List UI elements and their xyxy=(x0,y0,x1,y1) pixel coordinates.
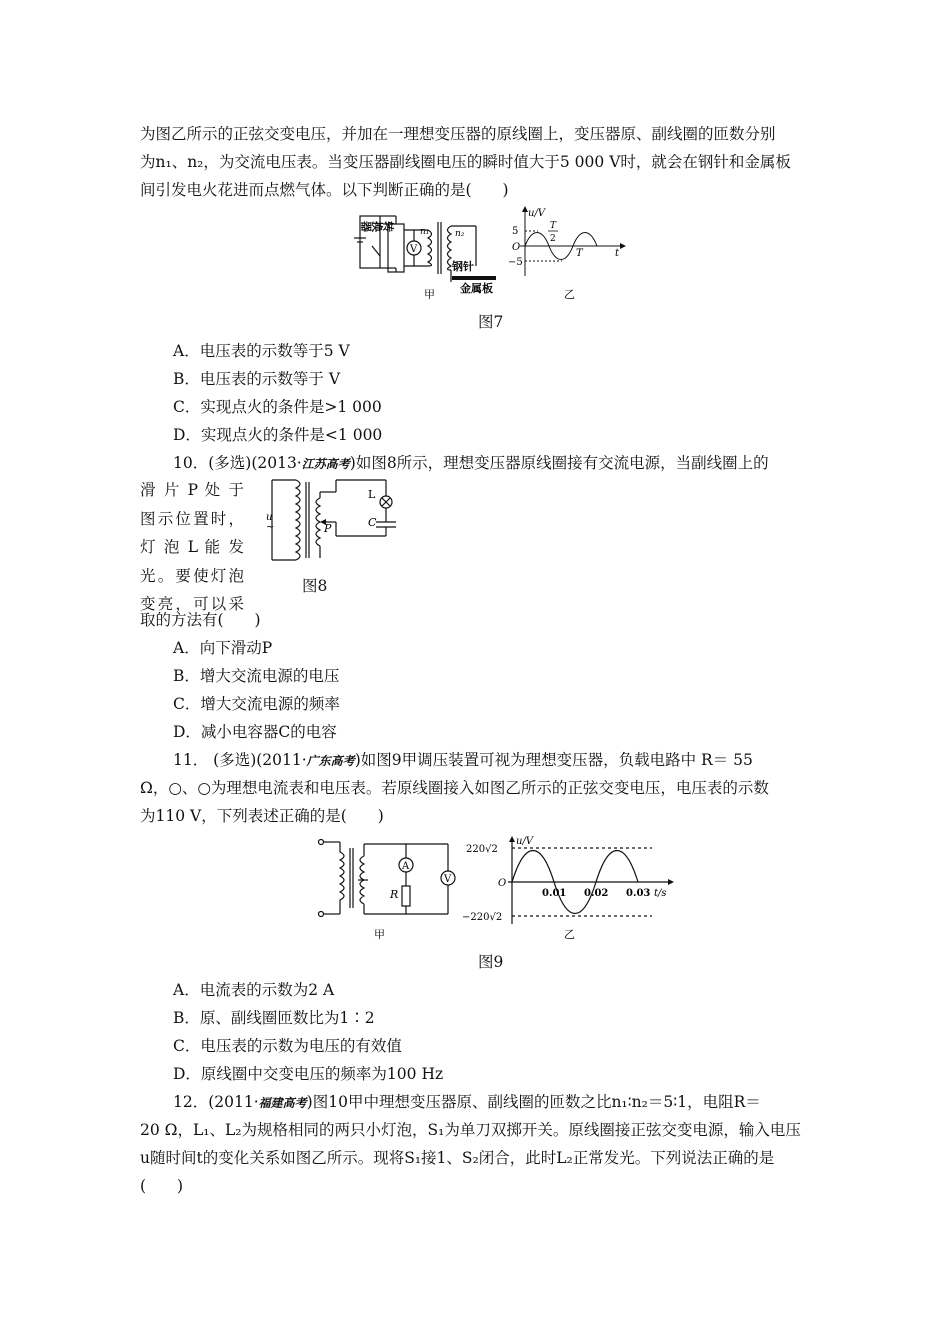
n2-label: n₂ xyxy=(455,229,465,239)
q11-stem-line1 xyxy=(173,746,753,775)
fig9-vmin: −220√2 xyxy=(462,912,503,923)
q12-stem-line4: ( ) xyxy=(140,1177,184,1195)
fig8-tilde: ~ xyxy=(266,522,275,533)
fig9-t1: 0.01 xyxy=(542,888,567,899)
q9-stem-line1: 为图乙所示的正弦交变电压，并加在一理想变压器的原线圈上，变压器原、副线圈的匝数分别 xyxy=(140,125,776,143)
fig9-vmax: 220√2 xyxy=(466,844,498,855)
fig9-t2: 0.02 xyxy=(584,888,609,899)
t-period-label: T xyxy=(576,248,583,259)
q11-option-c: C．电压表的示数为电压的有效值 xyxy=(173,1037,402,1055)
figure-9 xyxy=(312,834,684,944)
u-axis-label: u/V xyxy=(528,208,546,219)
voltmeter-label: V xyxy=(410,244,418,255)
q10-narrow-text xyxy=(140,476,244,619)
q10-last-line: 取的方法有( ) xyxy=(140,611,261,629)
q9-option-c: C．实现点火的条件是>1 000 xyxy=(173,398,382,416)
vm5-label: −5 xyxy=(508,257,523,268)
figure-9-caption: 图9 xyxy=(478,953,504,971)
figure-7 xyxy=(350,204,630,302)
fig9-jia: 甲 xyxy=(374,928,385,941)
q9-option-d: D．实现点火的条件是<1 000 xyxy=(173,426,383,444)
voltmeter-label-fig9: V xyxy=(444,874,452,885)
q10-option-a: A．向下滑动P xyxy=(173,639,273,657)
figure-7-caption: 图7 xyxy=(478,313,504,331)
q11-source: 广东高考 xyxy=(306,754,355,768)
half-t-den: 2 xyxy=(550,234,556,244)
figure-8-caption: 图8 xyxy=(302,577,328,595)
q10-narrow-2: 图示位置时， xyxy=(140,509,244,528)
fig7-yi: 乙 xyxy=(564,288,575,301)
q11-stem-line3: 为110 V，下列表述正确的是( ) xyxy=(140,807,384,825)
q11-option-a: A．电流表的示数为2 A xyxy=(173,981,335,999)
q9-option-a: A．电压表的示数等于5 V xyxy=(173,342,350,360)
q10-option-b: B．增大交流电源的电压 xyxy=(173,667,340,685)
resistor-label: R xyxy=(390,888,399,901)
t-axis-label: t xyxy=(615,248,620,259)
half-t-num: T xyxy=(550,221,557,231)
q9-stem xyxy=(140,120,812,204)
q11-rest: )如图9甲调压装置可视为理想变压器，负载电路中 R＝ 55 xyxy=(354,751,753,769)
fig9-origin: O xyxy=(498,878,507,889)
fig7-jia: 甲 xyxy=(424,288,435,301)
origin-label: O xyxy=(512,242,521,253)
q12-stem-line3: u随时间t的变化关系如图乙所示。现将S₁接1、S₂闭合，此时L₂正常发光。下列说法正确的是 xyxy=(140,1149,775,1167)
q11-option-d: D．原线圈中交变电压的频率为100 Hz xyxy=(173,1065,444,1083)
q11-option-b: B．原、副线圈匝数比为1∶2 xyxy=(173,1009,375,1027)
q11-lead: 11． (多选)(2011· xyxy=(173,751,307,769)
q10-source: 江苏高考 xyxy=(301,457,350,471)
q12-source: 福建高考 xyxy=(258,1096,307,1110)
q9-option-b: B．电压表的示数等于 V xyxy=(173,370,341,388)
q10-narrow-1: 滑 片 P 处 于 xyxy=(140,481,244,499)
q12-stem-line2: 20 Ω，L₁、L₂为规格相同的两只小灯泡，S₁为单刀双掷开关。原线圈接正弦交变电源，输入电压 xyxy=(140,1121,801,1139)
q12-lead: 12．(2011· xyxy=(173,1093,259,1111)
q10-option-c: C．增大交流电源的频率 xyxy=(173,695,340,713)
fig8-p-label: P xyxy=(324,522,332,535)
v5-label: 5 xyxy=(512,226,519,237)
fig9-t3: 0.03 xyxy=(626,888,651,899)
q10-rest: )如图8所示，理想变压器原线圈接有交流电源，当副线圈上的 xyxy=(349,454,769,472)
q10-option-d: D．减小电容器C的电容 xyxy=(173,723,337,741)
q12-rest: )图10甲中理想变压器原、副线圈的匝数之比n₁∶n₂＝5∶1，电阻R＝ xyxy=(306,1093,761,1111)
converter-text: 转换器 xyxy=(361,219,394,233)
q10-narrow-4: 光。要使灯泡 xyxy=(140,566,244,585)
fig8-u-label: u xyxy=(266,512,273,523)
q12-stem-line1 xyxy=(173,1088,761,1117)
q9-stem-line2: 为n₁、n₂，为交流电压表。当变压器副线圈电压的瞬时值大于5 000 V时，就会在钢针和金属板 xyxy=(140,153,791,171)
figure-8 xyxy=(262,474,412,570)
needle-label: 钢针 xyxy=(452,260,474,273)
fig9-yi: 乙 xyxy=(564,928,575,941)
fig9-u-axis: u/V xyxy=(516,836,534,847)
q11-stem-line2: Ω，○、○为理想电流表和电压表。若原线圈接入如图乙所示的正弦交变电压，电压表的示数 xyxy=(140,779,769,797)
fig9-t-axis: t/s xyxy=(654,888,667,899)
plate-label: 金属板 xyxy=(460,282,493,295)
q9-stem-line3: 间引发电火花进而点燃气体。以下判断正确的是( ) xyxy=(140,181,509,199)
q10-lead: 10．(多选)(2013· xyxy=(173,454,302,472)
q10-narrow-3: 灯 泡 L 能 发 xyxy=(140,538,244,556)
fig8-c-label: C xyxy=(368,516,377,529)
ammeter-label: A xyxy=(402,861,410,872)
fig8-l-label: L xyxy=(368,488,376,501)
q10-narrow-5: 变亮，可以采 xyxy=(140,595,244,613)
n1-label: n₁ xyxy=(420,227,430,237)
